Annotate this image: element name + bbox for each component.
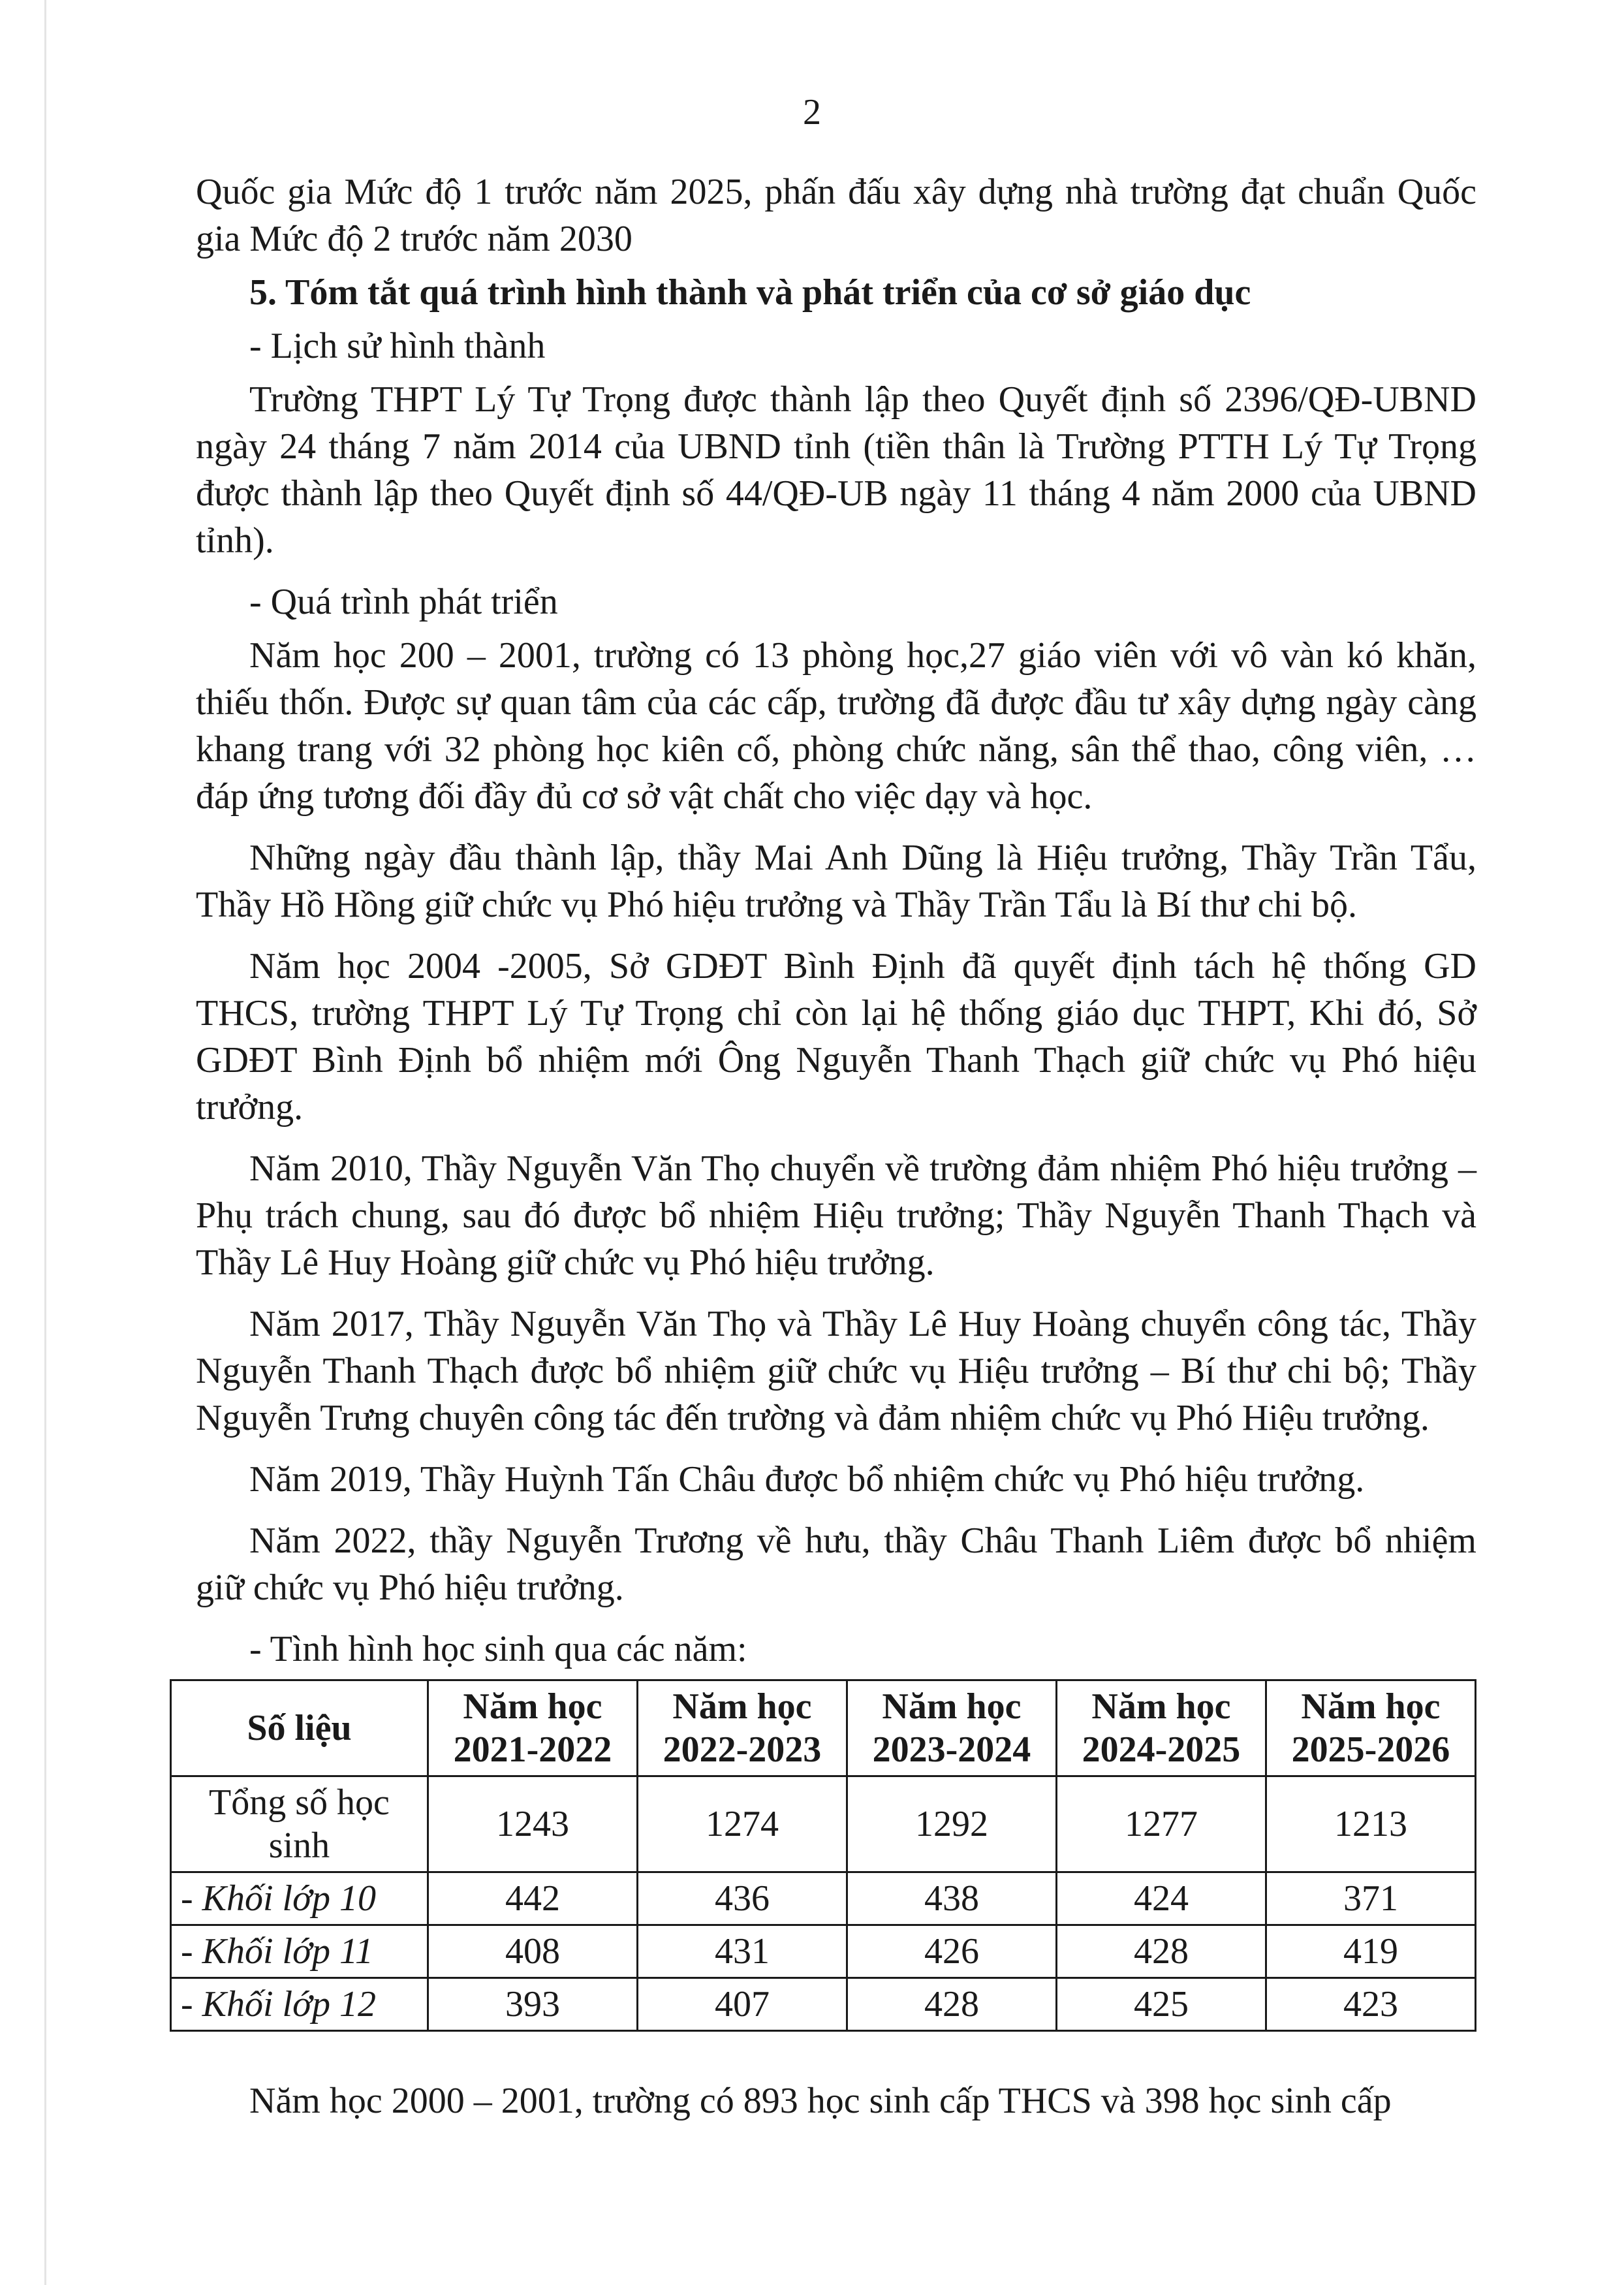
student-statistics-table [170,1679,1476,2032]
paragraph-development-7: Năm 2022, thầy Nguyễn Trương về hưu, thầy Châu Thanh Liêm được bổ nhiệm giữ chức vụ Phó hiệu trưởng. [196,1521,1476,1608]
paragraph-history: Trường THPT Lý Tự Trọng được thành lập theo Quyết định số 2396/QĐ-UBND ngày 24 tháng 7 năm 2014 của UBND tỉnh (tiền thân là Trường PTTH Lý Tự Trọng được thành lập theo Quyết định số 44/QĐ-UB ngày 11 tháng 4 năm 2000 của UBND tỉnh). [196,379,1476,561]
table-row [171,1925,1476,1978]
table-cell: 431 [637,1925,847,1978]
paragraph-student-history: Năm học 2000 – 2001, trường có 893 học sinh cấp THCS và 398 học sinh cấp [249,2081,1392,2121]
table-cell: 428 [847,1978,1056,2031]
table-cell: 371 [1266,1872,1475,1925]
table-row [171,1978,1476,2031]
table-header-year: Năm học 2025-2026 [1266,1680,1475,1776]
students-label: - Tình hình học sinh qua các năm: [249,1629,747,1669]
table-cell: 1213 [1266,1776,1475,1872]
document-body [181,168,1476,2139]
table-header-row [171,1680,1476,1776]
table-cell: 436 [637,1872,847,1925]
table-cell: 1277 [1056,1776,1266,1872]
development-label: - Quá trình phát triển [249,582,558,622]
table-cell: 393 [428,1978,637,2031]
paragraph-continuation: Quốc gia Mức độ 1 trước năm 2025, phấn đấu xây dựng nhà trường đạt chuẩn Quốc gia Mức độ 2 trước năm 2030 [196,172,1476,259]
history-label: - Lịch sử hình thành [249,326,546,366]
section-heading-5: 5. Tóm tắt quá trình hình thành và phát triển của cơ sở giáo dục [249,272,1251,313]
table-header-year: Năm học 2021-2022 [428,1680,637,1776]
table-cell: 428 [1056,1925,1266,1978]
paragraph-development-2: Những ngày đầu thành lập, thầy Mai Anh Dũng là Hiệu trưởng, Thầy Trần Tẩu, Thầy Hồ Hồng giữ chức vụ Phó hiệu trưởng và Thầy Trần Tẩu là Bí thư chi bộ. [196,838,1476,925]
row-label-grade-12: - Khối lớp 12 [171,1978,428,2031]
table-header-label: Số liệu [171,1680,428,1776]
table-cell: 438 [847,1872,1056,1925]
table-row [171,1872,1476,1925]
table-header-year: Năm học 2023-2024 [847,1680,1056,1776]
table-cell: 1274 [637,1776,847,1872]
table-cell: 423 [1266,1978,1475,2031]
paragraph-development-6: Năm 2019, Thầy Huỳnh Tấn Châu được bổ nhiệm chức vụ Phó hiệu trưởng. [249,1459,1365,1500]
paragraph-development-5: Năm 2017, Thầy Nguyễn Văn Thọ và Thầy Lê Huy Hoàng chuyển công tác, Thầy Nguyễn Thanh Thạch được bổ nhiệm giữ chức vụ Hiệu trưởng – Bí thư chi bộ; Thầy Nguyễn Trưng chuyên công tác đến trường và đảm nhiệm chức vụ Phó Hiệu trưởng. [196,1304,1476,1438]
paragraph-development-3: Năm học 2004 -2005, Sở GDĐT Bình Định đã quyết định tách hệ thống GD THCS, trường THPT Lý Tự Trọng chỉ còn lại hệ thống giáo dục THPT, Khi đó, Sở GDĐT Bình Định bổ nhiệm mới Ông Nguyễn Thanh Thạch giữ chức vụ Phó hiệu trưởng. [196,946,1476,1127]
table-cell: 426 [847,1925,1056,1978]
paragraph-development-1: Năm học 200 – 2001, trường có 13 phòng học,27 giáo viên với vô vàn kó khăn, thiếu thốn. Được sự quan tâm của các cấp, trường đã được đầu tư xây dựng ngày càng khang trang với 32 phòng học kiên cố, phòng chức năng, sân thể thao, công viên, … đáp ứng tương đối đầy đủ cơ sở vật chất cho việc dạy và học. [196,635,1476,817]
row-label-grade-11: - Khối lớp 11 [171,1925,428,1978]
table-cell: 442 [428,1872,637,1925]
table-cell: 419 [1266,1925,1475,1978]
table-row [171,1776,1476,1872]
paragraph-development-4: Năm 2010, Thầy Nguyễn Văn Thọ chuyển về trường đảm nhiệm Phó hiệu trưởng – Phụ trách chung, sau đó được bổ nhiệm Hiệu trưởng; Thầy Nguyễn Thanh Thạch và Thầy Lê Huy Hoàng giữ chức vụ Phó hiệu trưởng. [196,1148,1476,1283]
table-cell: 1292 [847,1776,1056,1872]
table-cell: 424 [1056,1872,1266,1925]
table-header-year: Năm học 2022-2023 [637,1680,847,1776]
row-label-grade-10: - Khối lớp 10 [171,1872,428,1925]
table-cell: 1243 [428,1776,637,1872]
row-label-total: Tổng số học sinh [171,1776,428,1872]
table-cell: 408 [428,1925,637,1978]
table-cell: 425 [1056,1978,1266,2031]
table-cell: 407 [637,1978,847,2031]
page-number: 2 [803,92,821,133]
table-header-year: Năm học 2024-2025 [1056,1680,1266,1776]
